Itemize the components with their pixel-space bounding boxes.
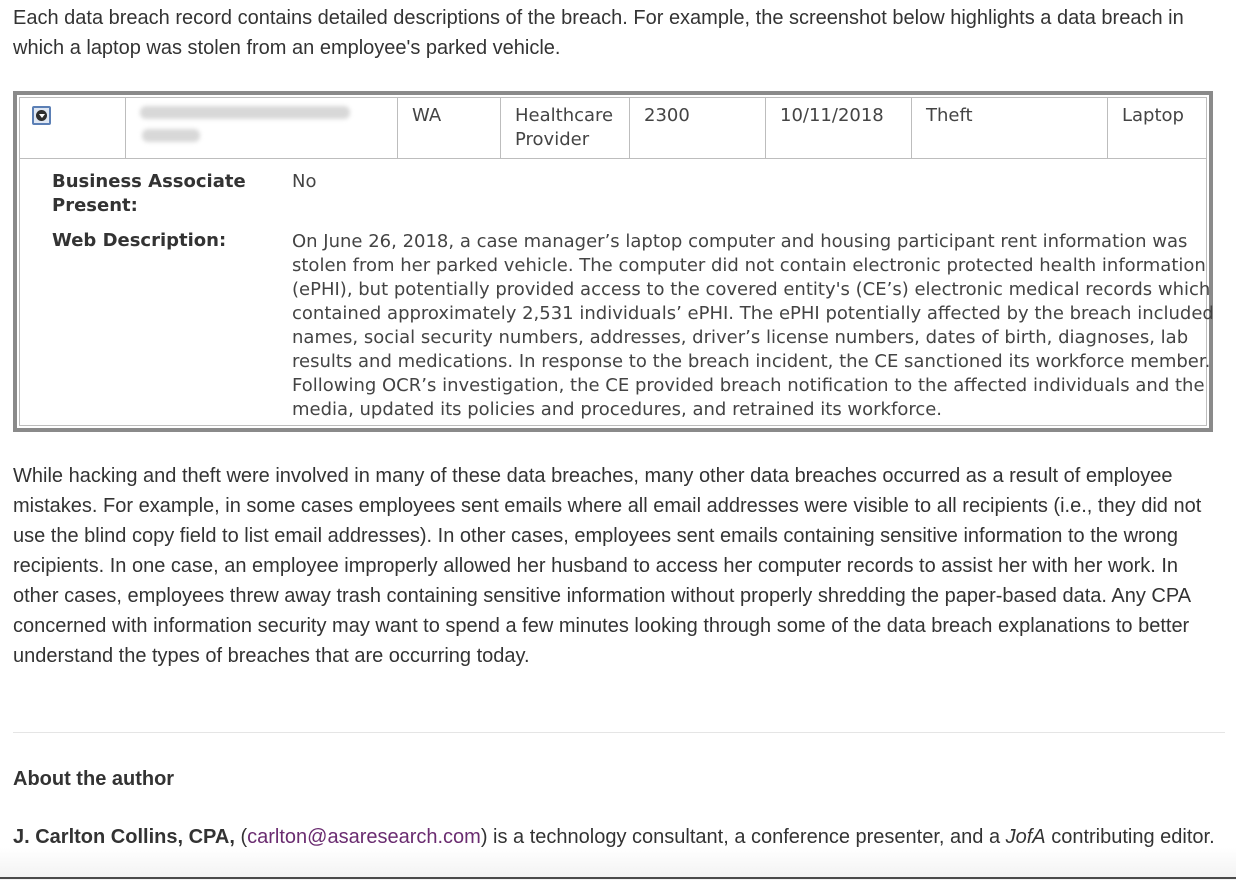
redacted-entity-name bbox=[140, 106, 350, 152]
state-cell: WA bbox=[398, 98, 501, 158]
author-bio-end: contributing editor. bbox=[1045, 826, 1215, 848]
author-email-link[interactable]: carlton@asaresearch.com bbox=[247, 826, 481, 848]
individuals-affected-cell: 2300 bbox=[630, 98, 766, 158]
author-open-paren: ( bbox=[234, 826, 248, 848]
author-name: J. Carlton Collins, CPA bbox=[13, 826, 230, 848]
author-name-comma: , bbox=[229, 826, 235, 848]
entity-type-cell: Healthcare Provider bbox=[501, 98, 630, 158]
bottom-edge-line bbox=[0, 877, 1236, 879]
breach-date-cell: 10/11/2018 bbox=[766, 98, 912, 158]
body-paragraph: While hacking and theft were involved in many of these data breaches, many other data breaches occurred as a result of employee mistakes. For example, in some cases employees sent emails where all email addresses were visible to all recipients (i.e., they did not use the blind copy field to list email addresses). In other cases, employees sent emails containing sensitive information to the wrong recipients. In one case, an employee improperly allowed her husband to access her computer records to assist her with her work. In other cases, employees threw away trash containing sensitive information without properly shredding the paper-based data. Any CPA concerned with information security may want to spend a few minutes looking through some of the data breach explanations to better understand the types of breaches that are occurring today. bbox=[13, 465, 1202, 667]
business-associate-value: No bbox=[292, 171, 317, 192]
expand-cell bbox=[20, 98, 126, 158]
breach-location-cell: Laptop bbox=[1122, 105, 1184, 126]
breach-record-summary-row bbox=[20, 98, 1206, 159]
web-description-label: Web Description: bbox=[52, 230, 227, 251]
author-bio-text: ) is a technology consultant, a conference presenter, and a bbox=[480, 826, 1006, 848]
breach-type-cell: Theft bbox=[912, 98, 1108, 158]
section-divider bbox=[13, 732, 1225, 733]
about-author-heading: About the author bbox=[13, 768, 175, 790]
publication-name: JofA bbox=[1005, 826, 1046, 848]
breach-record-panel bbox=[19, 97, 1214, 426]
bottom-fade bbox=[0, 848, 1236, 880]
web-description-text: On June 26, 2018, a case manager’s laptop computer and housing participant rent information was stolen from her parked vehicle. The computer did not contain electronic protected health information (ePHI), but potentially provided access to the covered entity's (CE’s) electronic medical records which contained approximately 2,531 individuals’ ePHI. The ePHI potentially affected by the breach included names, social security numbers, addresses, driver’s license numbers, dates of birth, diagnoses, lab results and medications. In response to the breach incident, the CE sanctioned its workforce member. Following OCR’s investigation, the CE provided breach notification to the affected individuals and the media, updated its policies and procedures, and retrained its workforce. bbox=[292, 231, 1214, 420]
entity-name-cell-redacted bbox=[126, 98, 398, 158]
collapse-toggle-icon[interactable] bbox=[32, 106, 51, 125]
business-associate-label: Business Associate Present: bbox=[52, 171, 246, 216]
intro-paragraph: Each data breach record contains detailed descriptions of the breach. For example, the screenshot below highlights a data breach in which a laptop was stolen from an employee's parked vehicle. bbox=[13, 7, 1184, 59]
author-bio bbox=[13, 822, 1228, 852]
breach-record-screenshot bbox=[13, 91, 1213, 432]
